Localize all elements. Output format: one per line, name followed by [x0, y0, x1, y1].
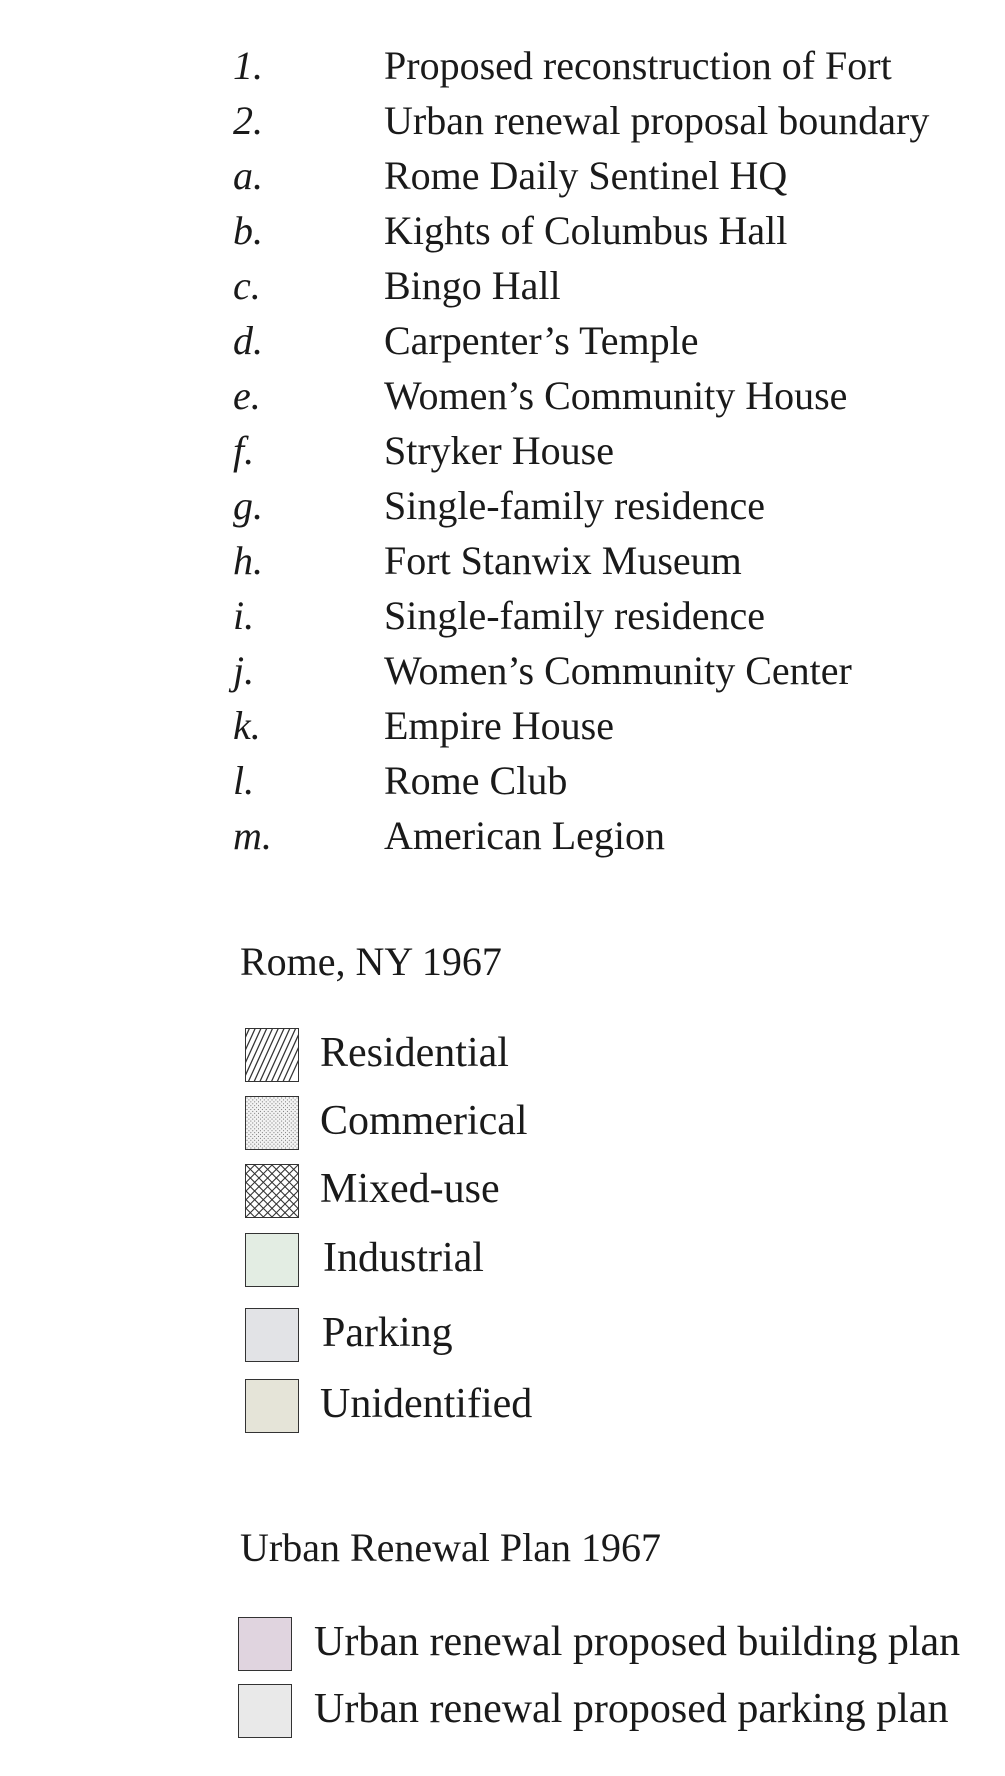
- key-label: American Legion: [384, 813, 665, 858]
- key-marker: 1.: [233, 43, 263, 88]
- key-item: [233, 203, 1005, 258]
- key-marker: a.: [233, 153, 263, 198]
- legend-label: Parking: [322, 1310, 453, 1356]
- key-label: Urban renewal proposal boundary: [384, 98, 930, 143]
- key-label: Rome Daily Sentinel HQ: [384, 153, 788, 198]
- key-item: [233, 478, 1005, 533]
- key-marker: b.: [233, 208, 263, 253]
- key-item: [233, 148, 1005, 203]
- legend-label: Urban renewal proposed parking plan: [314, 1686, 949, 1732]
- key-label: Proposed reconstruction of Fort: [384, 43, 892, 88]
- key-label: Single-family residence: [384, 483, 765, 528]
- key-label: Single-family residence: [384, 593, 765, 638]
- key-label: Women’s Community Center: [384, 648, 852, 693]
- proposed-parking-swatch: [238, 1684, 292, 1738]
- legend-label: Industrial: [323, 1235, 484, 1281]
- key-item: [233, 753, 1005, 808]
- urban-renewal-1967-heading: Urban Renewal Plan 1967: [240, 1525, 662, 1570]
- unidentified-swatch: [245, 1379, 299, 1433]
- key-marker: l.: [233, 758, 255, 803]
- key-item: [233, 533, 1005, 588]
- legend-label: Residential: [320, 1030, 509, 1076]
- key-label: Empire House: [384, 703, 614, 748]
- key-item: [233, 368, 1005, 423]
- key-marker: j.: [233, 648, 255, 693]
- commercial-dot-swatch: [245, 1096, 299, 1150]
- key-marker: f.: [233, 428, 255, 473]
- key-label: Bingo Hall: [384, 263, 561, 308]
- key-marker: 2.: [233, 98, 263, 143]
- key-label: Fort Stanwix Museum: [384, 538, 742, 583]
- key-label: Rome Club: [384, 758, 568, 803]
- key-item: [233, 643, 1005, 698]
- key-item: [233, 38, 1005, 93]
- key-item: [233, 588, 1005, 643]
- rome-1967-heading: Rome, NY 1967: [240, 939, 502, 984]
- residential-hatch-swatch: [245, 1028, 299, 1082]
- proposed-building-swatch: [238, 1617, 292, 1671]
- key-item: [233, 258, 1005, 313]
- legend-label: Urban renewal proposed building plan: [314, 1619, 961, 1665]
- map-key-list: [233, 38, 1005, 863]
- key-marker: e.: [233, 373, 261, 418]
- key-item: [233, 313, 1005, 368]
- mixed-use-crosshatch-swatch: [245, 1164, 299, 1218]
- industrial-swatch: [245, 1233, 299, 1287]
- key-item: [233, 423, 1005, 478]
- key-marker: h.: [233, 538, 263, 583]
- parking-swatch: [245, 1308, 299, 1362]
- key-marker: i.: [233, 593, 255, 638]
- key-marker: d.: [233, 318, 263, 363]
- key-item: [233, 698, 1005, 753]
- key-label: Kights of Columbus Hall: [384, 208, 788, 253]
- legend-label: Unidentified: [320, 1381, 533, 1427]
- key-label: Stryker House: [384, 428, 614, 473]
- key-marker: k.: [233, 703, 261, 748]
- key-item: [233, 808, 1005, 863]
- key-item: [233, 93, 1005, 148]
- key-marker: g.: [233, 483, 263, 528]
- key-marker: m.: [233, 813, 272, 858]
- legend-label: Commerical: [320, 1098, 528, 1144]
- key-marker: c.: [233, 263, 261, 308]
- key-label: Carpenter’s Temple: [384, 318, 699, 363]
- key-label: Women’s Community House: [384, 373, 848, 418]
- legend-label: Mixed-use: [320, 1166, 500, 1212]
